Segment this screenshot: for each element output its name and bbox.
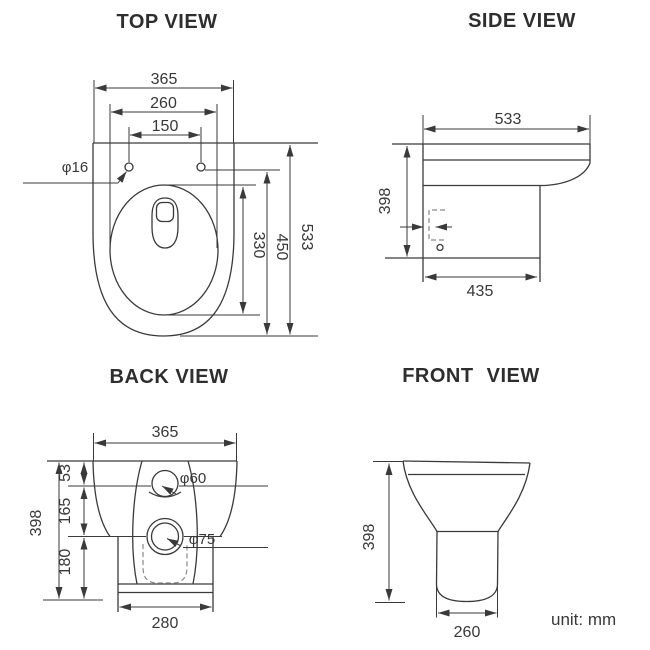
side-view-title: SIDE VIEW [468, 10, 576, 32]
front-pedestal-left [437, 532, 438, 585]
top-view-title: TOP VIEW [116, 11, 218, 33]
front-pedestal-right [498, 532, 499, 585]
dim-label-base-width-back: 280 [151, 615, 179, 632]
bowl-opening-ellipse [110, 185, 218, 315]
waste-outlet-outer [147, 519, 183, 555]
dim-label-outlet-diameter: φ75 [188, 531, 216, 548]
seat-hole-left [125, 163, 133, 171]
outlet-leader-arrow [167, 539, 181, 547]
waste-outlet-inner [152, 523, 179, 550]
side-rear-edge [545, 144, 590, 186]
back-view-title: BACK VIEW [109, 366, 229, 388]
front-left-curve [403, 461, 437, 532]
dim-label-bowl-length: 330 [250, 231, 267, 259]
dim-label-back-height: 398 [28, 509, 45, 537]
dim-label-outlet-to-floor: 180 [57, 548, 74, 576]
front-view [361, 365, 540, 641]
front-top-edge [403, 461, 530, 463]
dim-label-back-width: 365 [151, 424, 179, 441]
fixing-slot-dashed-outline [429, 210, 445, 240]
dim-label-seat-area-width: 260 [150, 95, 177, 112]
side-view [377, 10, 590, 300]
back-view [28, 366, 268, 632]
trapway-outline-top [152, 198, 178, 248]
dim-label-base-depth: 435 [466, 283, 494, 300]
dim-label-depth: 533 [494, 111, 522, 128]
dim-label-height: 398 [377, 187, 394, 215]
dim-label-overall-depth: 533 [298, 223, 315, 251]
front-view-title: FRONT VIEW [402, 365, 540, 387]
dim-label-inlet-to-outlet: 165 [57, 497, 74, 525]
back-outer-right [220, 461, 237, 537]
back-inner-left [133, 461, 142, 584]
dim-label-top-to-inlet: 53 [57, 464, 74, 482]
dim-label-overall-width: 365 [150, 71, 178, 88]
unit-note: unit: mm [551, 610, 617, 629]
leader-arrow-hole-diameter [118, 172, 127, 184]
seat-hole-right [197, 163, 205, 171]
toilet-body-outline-top [93, 143, 234, 336]
dim-label-inlet-diameter: φ60 [179, 470, 207, 487]
fixing-hole-side [437, 245, 443, 251]
dim-label-hole-to-front: 450 [273, 233, 290, 261]
dim-label-hole-diameter: φ16 [61, 159, 89, 176]
dim-label-front-base-width: 260 [453, 624, 481, 641]
dim-label-hole-spacing: 150 [151, 118, 179, 135]
inlet-leader-arrow [162, 486, 176, 494]
trapway-inner-outline [157, 203, 174, 222]
back-outer-left [93, 461, 110, 537]
dim-label-front-height: 398 [361, 523, 378, 551]
top-view [23, 11, 318, 336]
front-pedestal-bottom [437, 584, 498, 602]
front-right-curve [498, 463, 530, 532]
